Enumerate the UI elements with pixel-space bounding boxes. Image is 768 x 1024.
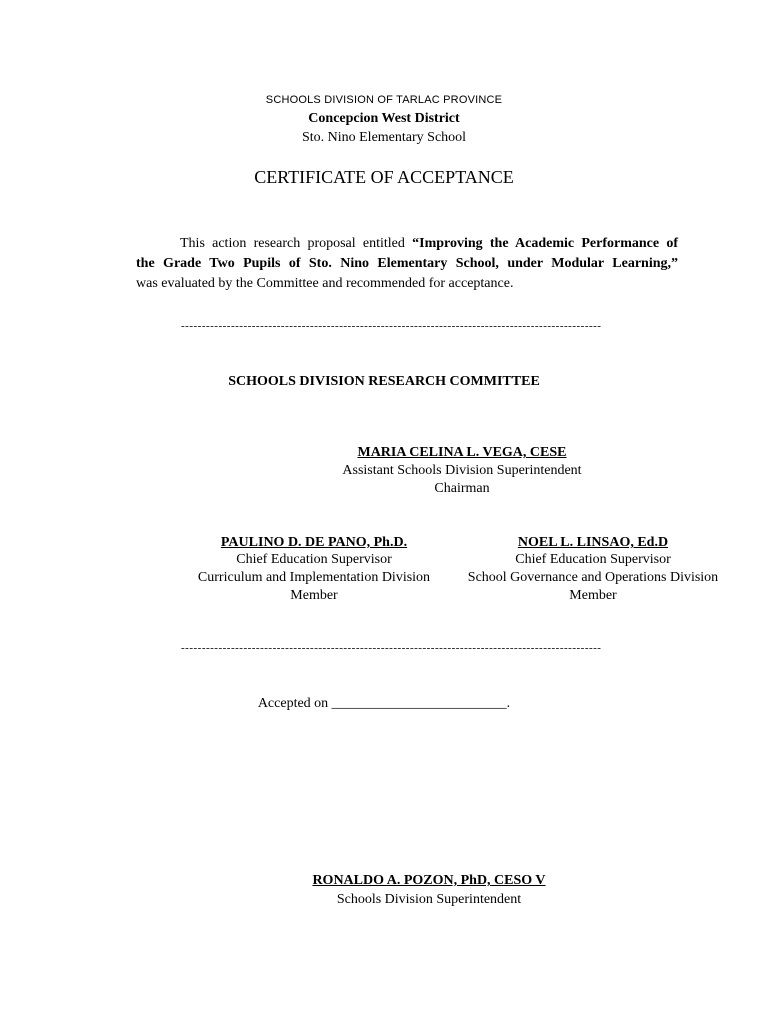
member-left-position: Chief Education Supervisor bbox=[236, 552, 392, 567]
member-right-name: NOEL L. LINSAO, Ed.D bbox=[517, 535, 669, 550]
acceptance-paragraph bbox=[136, 234, 678, 294]
member-right-role: Member bbox=[569, 588, 617, 603]
district-name: Concepcion West District bbox=[308, 111, 460, 126]
chairman-name: MARIA CELINA L. VEGA, CESE bbox=[357, 445, 567, 460]
school-name: Sto. Nino Elementary School bbox=[301, 130, 467, 145]
member-left-role: Member bbox=[290, 588, 338, 603]
division-name: SCHOOLS DIVISION OF TARLAC PROVINCE bbox=[265, 94, 503, 106]
proposal-title-part-1: “Improving the Academic Performance of bbox=[412, 236, 678, 251]
proposal-title-part-2: the Grade Two Pupils of Sto. Nino Elementary School, under Modular Learning,” bbox=[136, 256, 678, 271]
dashed-divider-bottom: ----------------------------------------------------------------------------------------------------- bbox=[181, 642, 602, 654]
committee-heading: SCHOOLS DIVISION RESEARCH COMMITTEE bbox=[228, 374, 540, 389]
member-right-division: School Governance and Operations Division bbox=[467, 570, 719, 585]
superintendent-name: RONALDO A. POZON, PhD, CESO V bbox=[312, 873, 546, 888]
member-right-position: Chief Education Supervisor bbox=[515, 552, 671, 567]
certificate-title: CERTIFICATE OF ACCEPTANCE bbox=[254, 167, 514, 187]
member-left-division: Curriculum and Implementation Division bbox=[197, 570, 431, 585]
chairman-role: Chairman bbox=[434, 481, 490, 496]
paragraph-line-1 bbox=[136, 234, 678, 254]
dashed-divider-top: ----------------------------------------------------------------------------------------------------- bbox=[181, 320, 602, 332]
intro-text: This action research proposal entitled bbox=[180, 236, 413, 251]
accepted-on-line: Accepted on _________________________. bbox=[257, 696, 511, 711]
member-left-name: PAULINO D. DE PANO, Ph.D. bbox=[220, 535, 408, 550]
superintendent-title: Schools Division Superintendent bbox=[336, 892, 522, 907]
closing-text: was evaluated by the Committee and recommended for acceptance. bbox=[136, 276, 514, 291]
chairman-position: Assistant Schools Division Superintendent bbox=[342, 463, 582, 478]
